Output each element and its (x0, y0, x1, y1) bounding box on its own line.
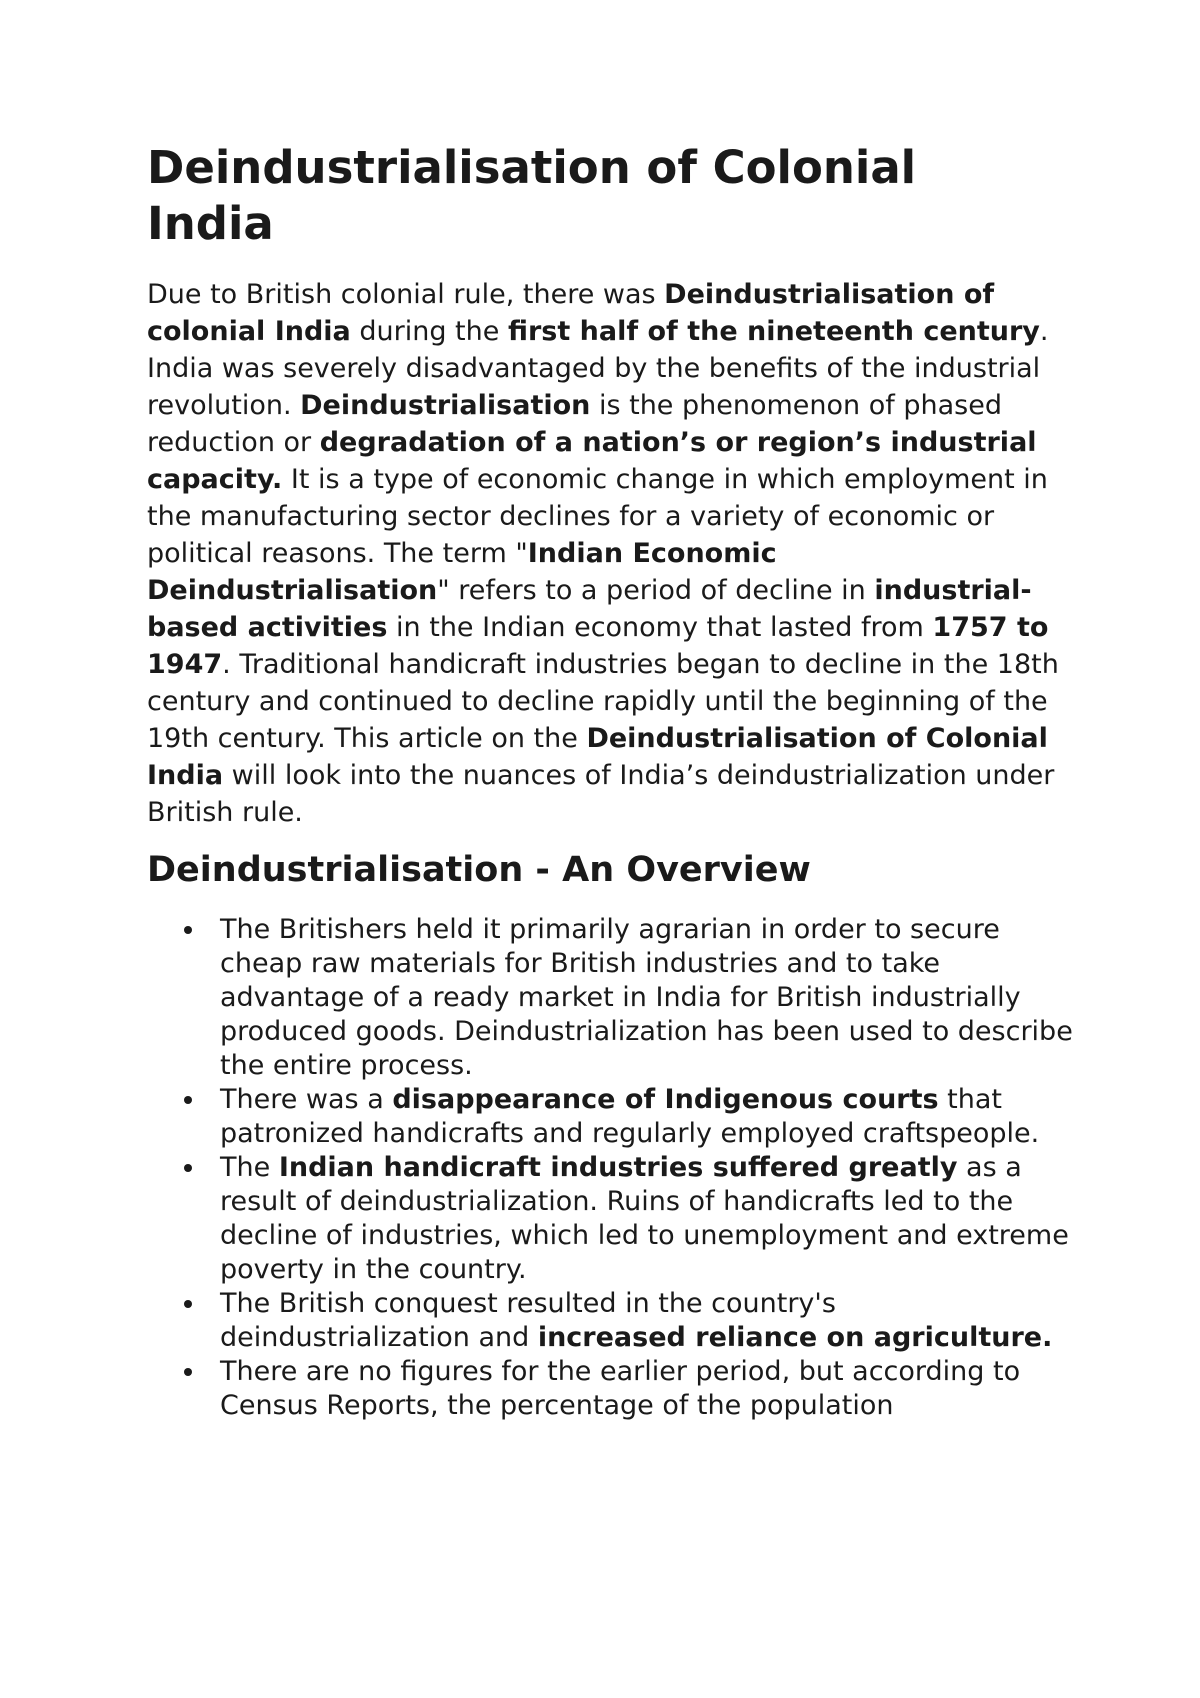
intro-bold-text: first half of the nineteenth century (507, 316, 1040, 347)
list-item-bold-text: Indian handicraft industries suffered greatly (278, 1152, 958, 1183)
overview-bullet-list (147, 913, 1080, 1423)
intro-text: Due to British colonial rule, there was (147, 279, 665, 310)
list-item (220, 1355, 1080, 1423)
intro-bold-text: Deindustrialisation (300, 390, 591, 421)
intro-bold-text: 1757 to 1947 (147, 612, 1049, 680)
document-title: Deindustrialisation of Colonial India (147, 141, 917, 250)
intro-text: will look into the nuances of India’s deindustrialization under British rule. (147, 760, 1055, 828)
list-item-text: The British conquest resulted in the country's deindustrialization and (220, 1288, 836, 1353)
intro-text: It is a type of economic change in which employment in the manufacturing sector declines for a variety of economic or political reasons. The term " (147, 464, 1048, 569)
intro-text: in the Indian economy that lasted from (387, 612, 933, 643)
list-item-text: The (220, 1152, 279, 1183)
intro-bold-text: Deindustrialisation of colonial India (147, 279, 995, 347)
list-item-text: There are no figures for the earlier period, but according to Census Reports, the percentage of the population (220, 1356, 1021, 1421)
intro-bold-text: Indian Economic Deindustrialisation (147, 538, 777, 606)
section-heading: Deindustrialisation - An Overview (147, 850, 811, 890)
list-item-text: There was a (220, 1084, 393, 1115)
list-item-text: that patronized handicrafts and regularly employed craftspeople. (220, 1084, 1040, 1149)
list-item (220, 1083, 1080, 1151)
intro-bold-text: industrial-based activities (147, 575, 1032, 643)
list-item-text: as a result of deindustrialization. Ruins of handicrafts led to the decline of industries, which led to unemployment and extreme poverty in the country. (220, 1152, 1069, 1285)
intro-text: . Traditional handicraft industries began to decline in the 18th century and continued to decline rapidly until the beginning of the 19th century. This article on the (147, 649, 1059, 754)
list-item (220, 913, 1080, 1083)
list-item-bold-text: disappearance of Indigenous courts (392, 1084, 939, 1115)
list-item (220, 1287, 1080, 1355)
intro-bold-text: degradation of a nation’s or region’s industrial capacity. (147, 427, 1037, 495)
intro-text: during the (350, 316, 508, 347)
intro-paragraph (147, 276, 1067, 831)
intro-text: is the phenomenon of phased reduction or (147, 390, 1002, 458)
list-item-bold-text: increased reliance on agriculture. (537, 1322, 1053, 1353)
intro-bold-text: Deindustrialisation of Colonial India (147, 723, 1048, 791)
list-item-text: The Britishers held it primarily agrarian in order to secure cheap raw materials for British industries and to take advantage of a ready market in India for British industrially produced goods. Deindustrialization has been used to describe the entire process. (220, 914, 1073, 1081)
intro-text: . India was severely disadvantaged by the benefits of the industrial revolution. (147, 316, 1049, 421)
list-item (220, 1151, 1080, 1287)
intro-text: " refers to a period of decline in (437, 575, 875, 606)
